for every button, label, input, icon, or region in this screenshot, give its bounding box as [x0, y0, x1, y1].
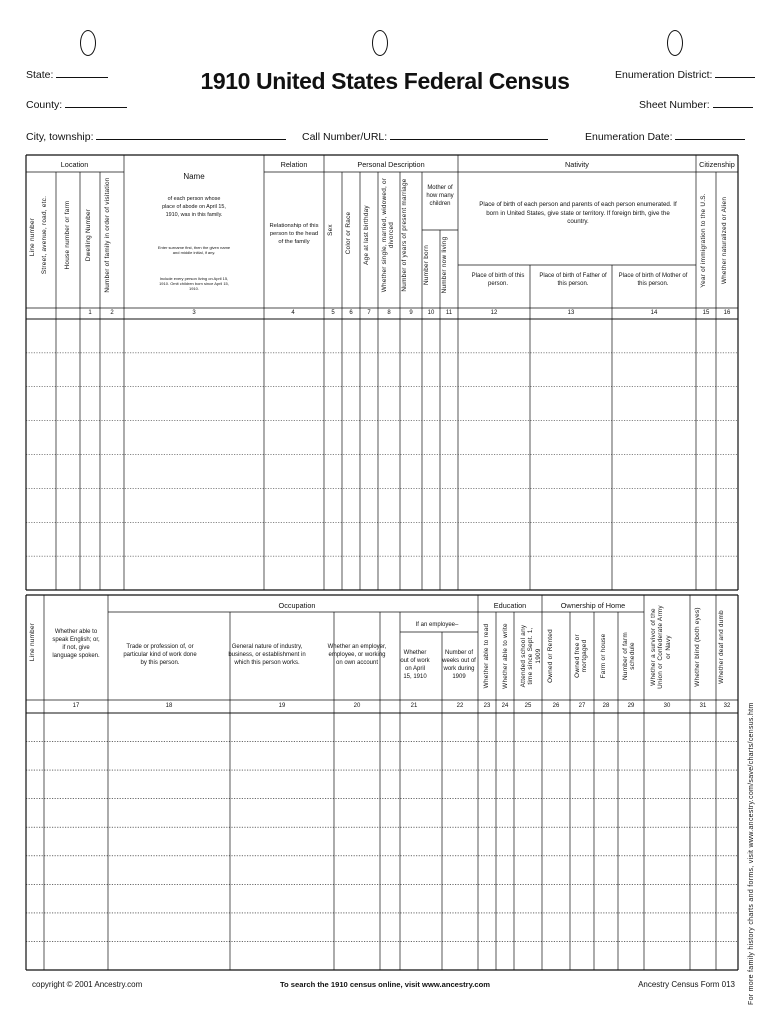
group-relation: Relation	[280, 160, 308, 169]
col-house-number: House number or farm	[64, 200, 71, 270]
group-nativity: Nativity	[565, 160, 589, 169]
col-employer: Whether an employer, employee, or working on own account	[327, 644, 387, 666]
column-number-5: 5	[331, 310, 335, 316]
col-pob-mother: Place of birth of Mother of this person.	[618, 273, 688, 287]
column-number-10: 10	[427, 310, 435, 316]
column-number-31: 31	[699, 703, 707, 709]
enumeration-date-label: Enumeration Date:	[585, 131, 673, 143]
column-number-1: 1	[88, 310, 92, 316]
group-employee: If an employee–	[415, 622, 459, 628]
column-number-14: 14	[650, 310, 658, 316]
column-number-22: 22	[456, 703, 464, 709]
column-number-11: 11	[445, 310, 453, 316]
col-family: Number of family in order of visitation	[104, 177, 111, 293]
group-location: Location	[60, 160, 89, 169]
col-mother-of: Mother of how many children	[426, 185, 454, 207]
column-number-20: 20	[353, 703, 361, 709]
col-years-married: Number of years of present marriage	[401, 178, 408, 292]
col-relationship: Relationship of this person to the head of the family	[269, 223, 319, 245]
col-survivor: Whether a survivor of the Union or Confederate Army or Navy	[650, 605, 672, 689]
col-color: Color or Race	[345, 211, 352, 255]
sheet-number-label: Sheet Number:	[639, 99, 710, 111]
col-age: Age at last birthday	[363, 205, 370, 265]
col-dwelling: Dwelling Number	[85, 208, 92, 262]
col-name-note1: Enter surname first, then the given name and middle initial, if any.	[157, 245, 231, 255]
call-number-label: Call Number/URL:	[302, 131, 388, 143]
col-marital: Whether single, married, widowed, or divorced	[381, 177, 396, 293]
column-number-32: 32	[723, 703, 731, 709]
column-number-6: 6	[349, 310, 353, 316]
column-number-9: 9	[409, 310, 413, 316]
col-owned: Owned or Rented	[547, 629, 554, 683]
column-number-26: 26	[552, 703, 560, 709]
copyright: copyright © 2001 Ancestry.com	[32, 980, 143, 989]
column-number-15: 15	[702, 310, 710, 316]
group-occupation: Occupation	[278, 601, 316, 610]
col-weeks: Number of weeks out of work during 1909	[442, 650, 476, 680]
column-number-19: 19	[278, 703, 286, 709]
col-pob-person: Place of birth of this person.	[471, 273, 525, 287]
state-label: State:	[26, 69, 54, 81]
col-school: Attended school any time since Sept. 1, 1909	[520, 624, 542, 688]
col-blind: Whether blind (both eyes)	[694, 607, 701, 687]
column-number-23: 23	[483, 703, 491, 709]
page-title: 1910 United States Federal Census	[200, 68, 570, 94]
column-number-4: 4	[291, 310, 295, 316]
search-note: To search the 1910 census online, visit www.ancestry.com	[279, 980, 491, 989]
column-number-25: 25	[524, 703, 532, 709]
col-pob-father: Place of birth of Father of this person.	[539, 273, 607, 287]
col-read: Whether able to read	[483, 623, 490, 689]
col-industry: General nature of industry, business, or establishment in which this person works.	[228, 644, 306, 666]
column-number-24: 24	[501, 703, 509, 709]
col-number-born: Number born	[423, 244, 430, 286]
col-farm-house: Farm or house	[600, 633, 607, 679]
col-name-desc: of each person whose place of abode on April 15, 1910, was in this family.	[162, 196, 226, 218]
col-write: Whether able to write	[502, 623, 509, 689]
col-line-number: Line number	[29, 217, 36, 257]
column-number-7: 7	[367, 310, 371, 316]
col-english: Whether able to speak English; or, if not, give language spoken.	[52, 629, 100, 659]
col-mortgaged: Owned free or mortgaged	[574, 634, 589, 678]
side-note: For more family history charts and forms, visit www.ancestry.com/save/charts/census.htm	[748, 702, 755, 1005]
group-education: Education	[493, 601, 527, 610]
col-immigration-year: Year of immigration to the U.S.	[700, 193, 707, 288]
column-number-29: 29	[627, 703, 635, 709]
column-number-28: 28	[602, 703, 610, 709]
col-nativity-desc: Place of birth of each person and parents of each person enumerated. If born in United States, give state or territory. If foreign birth, give the country.	[479, 201, 677, 225]
col-name: Name	[183, 172, 205, 181]
col-deaf: Whether deaf and dumb	[718, 610, 725, 684]
column-number-2: 2	[110, 310, 114, 316]
col-naturalized: Whether naturalized or Alien	[721, 196, 728, 285]
col-sex: Sex	[327, 224, 334, 236]
group-personal: Personal Description	[357, 160, 425, 169]
column-number-16: 16	[723, 310, 731, 316]
group-ownership: Ownership of Home	[560, 601, 626, 610]
col-street: Street, avenue, road, etc.	[41, 195, 48, 275]
form-number: Ancestry Census Form 013	[638, 980, 735, 989]
col-number-living: Number now living	[441, 236, 448, 294]
col-name-note2: Include every person living on April 15, 1910. Omit children born since April 15, 1910.	[159, 276, 229, 291]
column-number-12: 12	[490, 310, 498, 316]
county-label: County:	[26, 99, 63, 111]
city-label: City, township:	[26, 131, 94, 143]
enumeration-district-label: Enumeration District:	[615, 69, 713, 81]
group-citizenship: Citizenship	[699, 160, 735, 169]
col-trade: Trade or profession of, or particular kind of work done by this person.	[123, 644, 197, 666]
column-number-18: 18	[165, 703, 173, 709]
column-number-3: 3	[192, 310, 196, 316]
col2-line-number: Line number	[29, 622, 36, 662]
column-number-8: 8	[387, 310, 391, 316]
column-number-13: 13	[567, 310, 575, 316]
column-number-30: 30	[663, 703, 671, 709]
col-out-of-work: Whether out of work on April 15, 1910	[400, 650, 430, 680]
column-number-17: 17	[72, 703, 80, 709]
column-number-21: 21	[410, 703, 418, 709]
column-number-27: 27	[578, 703, 586, 709]
col-farm-schedule: Number of farm schedule	[622, 632, 637, 680]
